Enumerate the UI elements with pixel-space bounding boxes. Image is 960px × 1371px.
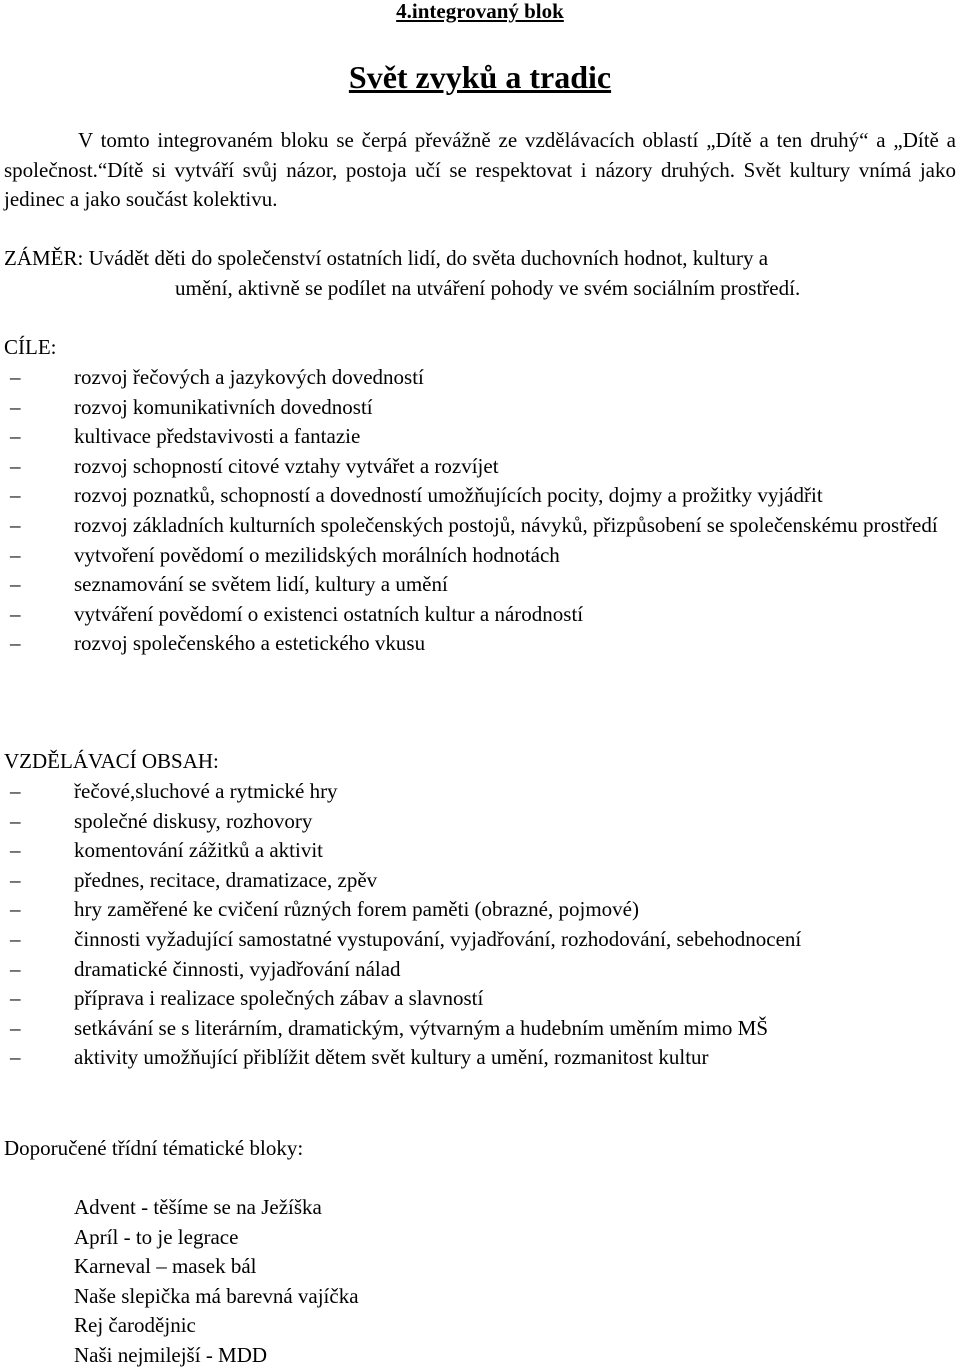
dash-bullet: – bbox=[10, 808, 21, 833]
page-title: Svět zvyků a tradic bbox=[348, 59, 612, 95]
dash-bullet: – bbox=[10, 365, 21, 389]
list-item: Advent - těšíme se na Ježíška bbox=[74, 1195, 322, 1219]
dash-bullet: – bbox=[10, 986, 21, 1011]
list-item bbox=[0, 895, 956, 925]
dash-bullet: – bbox=[10, 631, 21, 656]
list-item-text: aktivity umožňující přiblížit dětem svět kultury a umění, rozmanitost kultur bbox=[74, 1045, 709, 1070]
list-item bbox=[0, 925, 956, 955]
dash-bullet: – bbox=[10, 572, 21, 597]
bloky-heading: Doporučené třídní tématické bloky: bbox=[4, 1136, 304, 1160]
dash-bullet: – bbox=[10, 512, 21, 537]
obsah-list bbox=[0, 777, 956, 1073]
dash-bullet: – bbox=[10, 838, 21, 863]
list-item-text: rozvoj schopností citové vztahy vytvářet a rozvíjet bbox=[74, 453, 499, 478]
list-item-text: společné diskusy, rozhovory bbox=[74, 808, 313, 833]
list-item-text: seznamování se světem lidí, kultury a umění bbox=[74, 572, 448, 597]
list-item-text: setkávání se s literárním, dramatickým, výtvarným a hudebním uměním mimo MŠ bbox=[74, 1015, 769, 1040]
list-item: Rej čarodějnic bbox=[74, 1313, 196, 1338]
dash-bullet: – bbox=[10, 1045, 21, 1070]
dash-bullet: – bbox=[10, 956, 21, 981]
cile-list bbox=[0, 363, 956, 659]
list-item-text: vytváření povědomí o existenci ostatních kultur a národností bbox=[74, 601, 584, 626]
zamer-line-1: ZÁMĚR: Uvádět děti do společenství ostatních lidí, do světa duchovních hodnot, kultury a bbox=[4, 246, 769, 270]
list-item bbox=[0, 1043, 956, 1073]
list-item-text: vytvoření povědomí o mezilidských morálních hodnotách bbox=[74, 542, 560, 567]
list-item-text: dramatické činnosti, vyjadřování nálad bbox=[74, 956, 401, 981]
dash-bullet: – bbox=[10, 394, 21, 419]
list-item-text: kultivace představivosti a fantazie bbox=[74, 424, 361, 449]
list-item-text: rozvoj komunikativních dovedností bbox=[74, 394, 373, 419]
dash-bullet: – bbox=[10, 453, 21, 478]
list-item-text: rozvoj společenského a estetického vkusu bbox=[74, 631, 426, 656]
list-item bbox=[0, 452, 956, 482]
list-item bbox=[0, 807, 956, 837]
list-item-text: rozvoj poznatků, schopností a dovedností umožňujících pocity, dojmy a prožitky vyjádřit bbox=[74, 483, 823, 508]
list-item-text: příprava i realizace společných zábav a slavností bbox=[74, 986, 484, 1011]
list-item: Naši nejmilejší - MDD bbox=[74, 1342, 268, 1367]
list-item-text: činnosti vyžadující samostatné vystupování, vyjadřování, rozhodování, sebehodnocení bbox=[74, 926, 802, 951]
list-item bbox=[0, 393, 956, 423]
list-item-text: rozvoj řečových a jazykových dovedností bbox=[74, 365, 424, 389]
list-item: Karneval – masek bál bbox=[74, 1254, 257, 1279]
dash-bullet: – bbox=[10, 897, 21, 922]
list-item bbox=[0, 836, 956, 866]
list-item bbox=[0, 866, 956, 896]
dash-bullet: – bbox=[10, 779, 21, 803]
list-item bbox=[0, 363, 956, 393]
cile-heading: CÍLE: bbox=[4, 335, 57, 359]
zamer-line-2: umění, aktivně se podílet na utváření pohody ve svém sociálním prostředí. bbox=[175, 275, 801, 300]
list-item-text: rozvoj základních kulturních společenských postojů, návyků, přizpůsobení se společenskému prostředí bbox=[74, 512, 938, 537]
list-item bbox=[0, 481, 956, 511]
dash-bullet: – bbox=[10, 926, 21, 951]
dash-bullet: – bbox=[10, 424, 21, 449]
bloky-list bbox=[74, 1193, 359, 1371]
list-item bbox=[0, 984, 956, 1014]
dash-bullet: – bbox=[10, 1015, 21, 1040]
obsah-heading: VZDĚLÁVACÍ OBSAH: bbox=[4, 749, 219, 773]
list-item bbox=[0, 629, 956, 659]
list-item-text: přednes, recitace, dramatizace, zpěv bbox=[74, 867, 378, 892]
list-item bbox=[0, 777, 956, 807]
list-item-text: hry zaměřené ke cvičení různých forem paměti (obrazné, pojmové) bbox=[74, 897, 639, 922]
list-item bbox=[0, 511, 956, 541]
dash-bullet: – bbox=[10, 867, 21, 892]
list-item: Apríl - to je legrace bbox=[74, 1224, 239, 1249]
list-item-text: komentování zážitků a aktivit bbox=[74, 838, 324, 863]
list-item bbox=[0, 570, 956, 600]
block-label: 4.integrovaný blok bbox=[396, 0, 564, 23]
list-item bbox=[0, 1014, 956, 1044]
list-item: Naše slepička má barevná vajíčka bbox=[74, 1283, 359, 1308]
dash-bullet: – bbox=[10, 483, 21, 508]
list-item bbox=[0, 955, 956, 985]
dash-bullet: – bbox=[10, 542, 21, 567]
list-item bbox=[0, 541, 956, 571]
list-item-text: řečové,sluchové a rytmické hry bbox=[74, 779, 338, 803]
list-item bbox=[0, 422, 956, 452]
intro-paragraph: V tomto integrovaném bloku se čerpá převážně ze vzdělávacích oblastí „Dítě a ten druhý“ a „Dítě a společnost.“Dítě si vytváří svůj názor, postoja učí se respektovat i názory druhých. Svět kultury vnímá jako jedinec a jako součást kolektivu. bbox=[4, 128, 956, 212]
list-item bbox=[0, 600, 956, 630]
zamer-paragraph bbox=[4, 244, 956, 303]
dash-bullet: – bbox=[10, 601, 21, 626]
